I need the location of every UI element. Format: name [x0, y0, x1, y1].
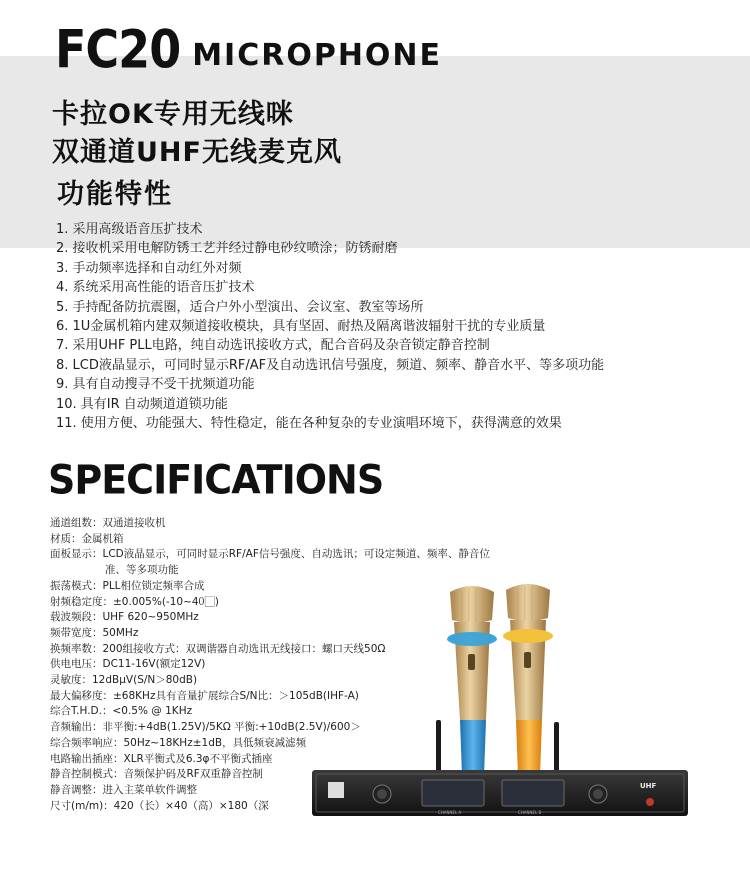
spec-item: 振荡模式：PLL相位锁定频率合成: [50, 579, 205, 592]
feature-item: 10. 具有IR 自动频道道锁功能: [56, 396, 228, 412]
feature-item: 8. LCD液晶显示，可同时显示RF/AF及自动选讯信号强度，频道、频率、静音水平、等多项功能: [56, 357, 605, 373]
subtitle-1: 卡拉OK专用无线咪: [52, 99, 294, 130]
spec-continuation: 准、等多项功能: [105, 564, 179, 577]
brand-label: UHF: [640, 782, 657, 790]
product-image: [310, 570, 690, 820]
spec-item: 频带宽度：50MHz: [50, 626, 139, 639]
spec-item: 静音控制模式：音频保护码及RF双重静音控制: [50, 768, 263, 781]
spec-item: 综合频率响应：50Hz~18KHz±1dB，具低频衰减滤频: [50, 736, 307, 749]
spec-item: 静音调整：进入主菜单软件调整: [50, 783, 197, 796]
feature-item: 11. 使用方便、功能强大、特性稳定，能在各种复杂的专业演唱环境下，获得满意的效果: [56, 416, 562, 432]
specifications-heading: SPECIFICATIONS: [48, 456, 384, 504]
spec-item: 面板显示：LCD液晶显示，可同时显示RF/AF信号强度、自动选讯；可设定频道、频率、静音位: [50, 548, 490, 561]
spec-item: 灵敏度：12dBμV(S/N＞80dB): [50, 674, 198, 687]
feature-item: 9. 具有自动搜寻不受干扰频道功能: [56, 377, 255, 393]
spec-item: 载波频段：UHF 620~950MHz: [50, 611, 199, 624]
feature-item: 7. 采用UHF PLL电路，纯自动选讯接收方式，配合音码及杂音锁定静音控制: [56, 338, 490, 354]
title-word: MICROPHONE: [192, 38, 443, 73]
feature-item: 1. 采用高级语音压扩技术: [56, 222, 203, 237]
feature-item: 6. 1U金属机箱内建双频道接收模块，具有坚固、耐热及隔离谐波辐射干扰的专业质量: [56, 319, 546, 335]
features-list: [56, 220, 604, 433]
feature-item: 2. 接收机采用电解防锈工艺并经过静电砂纹喷涂；防锈耐磨: [56, 241, 398, 257]
feature-item: 5. 手持配备防抗震圈，适合户外小型演出、会议室、教室等场所: [56, 299, 424, 315]
microphone-right: [503, 584, 553, 776]
feature-item: 3. 手动频率选择和自动红外对频: [56, 260, 242, 276]
channel-b-label: CHANNEL B: [518, 810, 542, 815]
receiver-unit: [312, 770, 688, 816]
spec-item: 射频稳定度：±0.005%(-10~40⃞): [50, 595, 220, 608]
spec-item: 供电电压：DC11-16V(额定12V): [50, 658, 206, 671]
microphone-left: [447, 586, 497, 776]
model-name: FC20: [55, 17, 181, 81]
features-heading: 功能特性: [57, 179, 173, 210]
feature-item: 4. 系统采用高性能的语音压扩技术: [56, 280, 255, 296]
spec-item: 材质：金属机箱: [50, 532, 124, 545]
subtitle-2: 双通道UHF无线麦克风: [52, 137, 342, 168]
spec-item: 最大偏移度：±68KHz具有音量扩展综合S/N比：＞105dB(IHF-A): [50, 689, 359, 702]
spec-item: 综合T.H.D.：<0.5% @ 1KHz: [50, 705, 193, 718]
channel-a-label: CHANNEL A: [438, 810, 462, 815]
spec-item: 换频率数：200组接收方式：双调谐器自动选讯无线接口：螺口天线50Ω: [50, 642, 386, 655]
spec-item: 音频输出：非平衡:+4dB(1.25V)/5KΩ 平衡:+10dB(2.5V)/600＞: [50, 721, 361, 734]
spec-item: 尺寸(m/m)：420（长）×40（高）×180（深: [50, 799, 269, 812]
product-title: [55, 17, 443, 81]
spec-item: 通道组数：双通道接收机: [50, 517, 166, 529]
spec-item: 电路输出插座：XLR平衡式及6.3φ不平衡式插座: [50, 752, 273, 765]
